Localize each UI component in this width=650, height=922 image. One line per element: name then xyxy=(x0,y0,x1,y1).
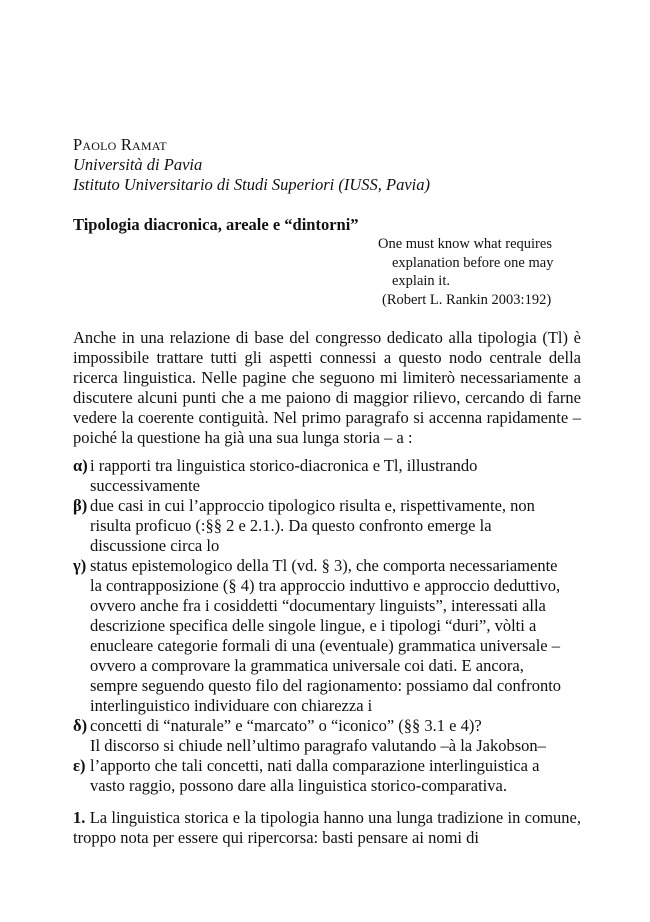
list-item-text xyxy=(90,756,581,796)
author-block xyxy=(73,135,430,195)
list-line: enucleare categorie formali di una (eventuale) grammatica universale – xyxy=(90,636,561,655)
list-line: vasto raggio, possono dare alla linguistica storico-comparativa. xyxy=(90,776,507,795)
list-marker: α) xyxy=(73,456,88,475)
affiliation-institute: Istituto Universitario di Studi Superiori (IUSS, Pavia) xyxy=(73,175,431,194)
list-item-text xyxy=(90,456,581,496)
list-line: i rapporti tra linguistica storico-diacronica e Tl, illustrando xyxy=(90,456,478,475)
list-line: descrizione specifica delle singole lingue, e i tipologi “duri”, vòlti a xyxy=(90,616,537,635)
list-item-text xyxy=(90,496,581,556)
affiliation-university: Università di Pavia xyxy=(73,155,203,174)
list-line: ovvero anche fra i cosiddetti “documentary linguists”, interessati alla xyxy=(90,596,546,615)
author-name: Paolo Ramat xyxy=(73,135,167,154)
list-line: sempre seguendo questo filo del ragionamento: possiamo dal confronto xyxy=(90,676,562,695)
list-line: discussione circa lo xyxy=(90,536,220,555)
epigraph-line: One must know what requires xyxy=(378,236,552,252)
list-marker: γ) xyxy=(73,556,87,575)
list-marker: β) xyxy=(73,496,88,515)
list-line: Il discorso si chiude nell’ultimo paragrafo valutando –à la Jakobson– xyxy=(90,736,546,755)
list-line: successivamente xyxy=(90,476,200,495)
list-item-alpha xyxy=(73,456,581,496)
list-line: la contrapposizione (§ 4) tra approccio induttivo e approccio deduttivo, xyxy=(90,576,561,595)
section-text: La linguistica storica e la tipologia hanno una lunga tradizione in comune, troppo nota per essere qui ripercorsa: basti pensare ai nomi di xyxy=(73,808,582,847)
section-number: 1. xyxy=(73,808,86,827)
list-item-text xyxy=(90,556,581,716)
list-line: risulta proficuo (:§§ 2 e 2.1.). Da questo confronto emerge la xyxy=(90,516,492,535)
list-item-gamma xyxy=(73,556,581,716)
topic-list xyxy=(73,456,581,796)
list-marker: δ) xyxy=(73,716,88,735)
list-line: ovvero a comprovare la grammatica universale coi dati. E ancora, xyxy=(90,656,524,675)
list-line: due casi in cui l’approccio tipologico risulta e, rispettivamente, non xyxy=(90,496,535,515)
list-item-beta xyxy=(73,496,581,556)
list-marker: ε) xyxy=(73,756,86,775)
epigraph-citation: (Robert L. Rankin 2003:192) xyxy=(382,291,552,308)
epigraph-line: explanation before one may xyxy=(392,254,554,271)
list-line: concetti di “naturale” e “marcato” o “iconico” (§§ 3.1 e 4)? xyxy=(90,716,482,735)
epigraph xyxy=(378,235,588,309)
list-line: interlinguistico individuare con chiarezza i xyxy=(90,696,373,715)
list-item-epsilon xyxy=(73,756,581,796)
list-item-delta xyxy=(73,716,581,756)
list-line: l’apporto che tali concetti, nati dalla comparazione interlinguistica a xyxy=(90,756,540,775)
section-1-paragraph xyxy=(73,808,581,848)
paper-title: Tipologia diacronica, areale e “dintorni” xyxy=(73,215,359,234)
list-line: status epistemologico della Tl (vd. § 3), che comporta necessariamente xyxy=(90,556,558,575)
intro-paragraph: Anche in una relazione di base del congresso dedicato alla tipologia (Tl) è impossibile trattare tutti gli aspetti connessi a questo nodo centrale della ricerca linguistica. Nelle pagine che seguono mi limiterò necessariamente a discutere alcuni punti che a me paiono di maggior rilievo, cercando di farne vedere la coerente contiguità. Nel primo paragrafo si accenna rapidamente – poiché la questione ha già una sua lunga storia – a : xyxy=(73,328,581,447)
list-item-text xyxy=(90,716,581,756)
epigraph-line: explain it. xyxy=(392,273,450,289)
